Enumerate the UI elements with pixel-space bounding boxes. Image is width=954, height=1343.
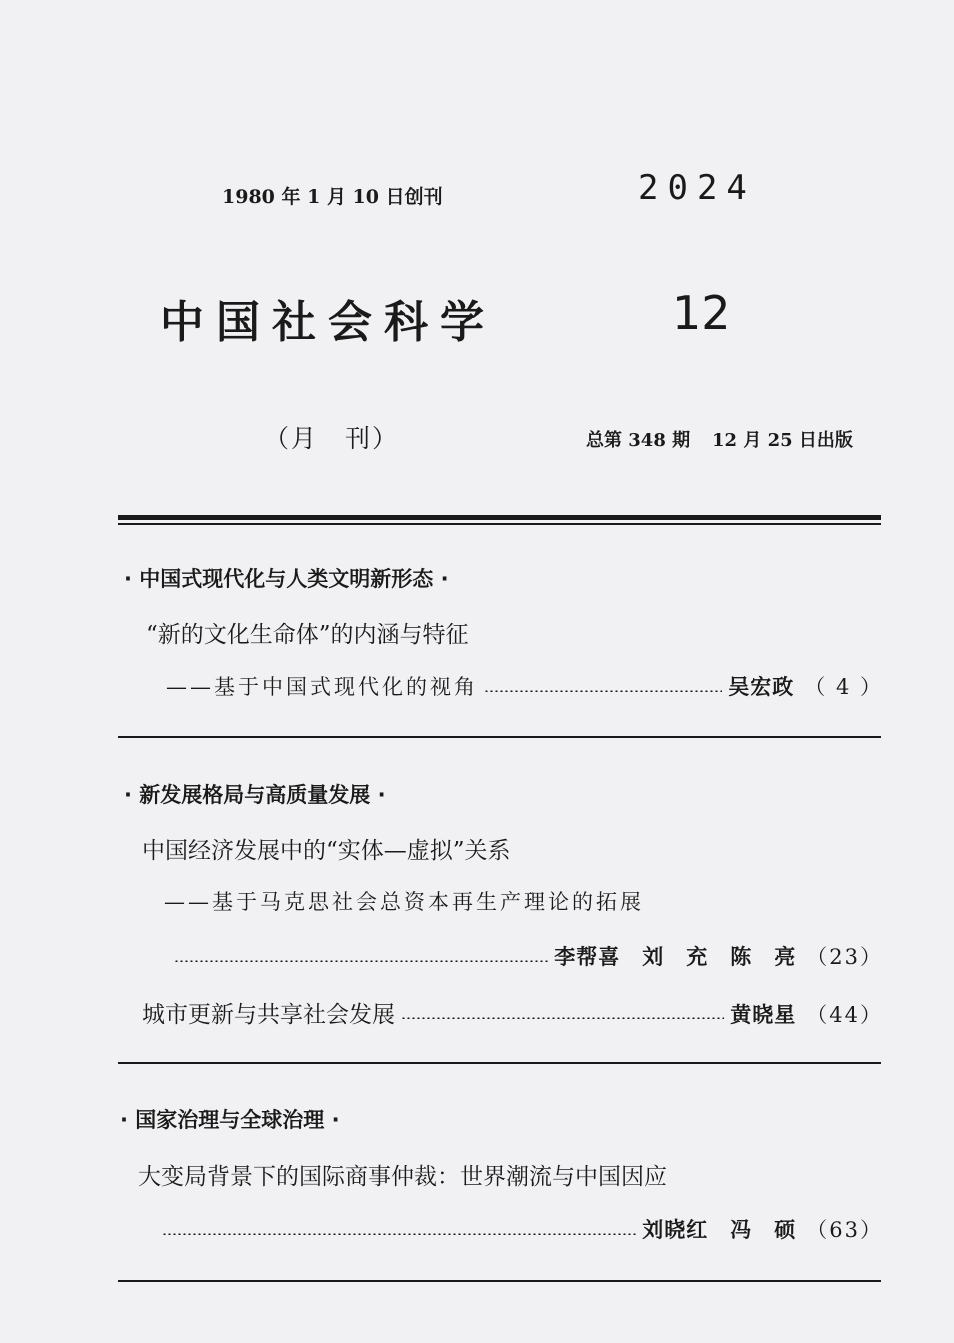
toc-entry-row[interactable]	[174, 941, 883, 971]
article-title[interactable]: 中国经济发展中的“实体—虚拟”关系	[142, 838, 511, 864]
top-thin-rule	[118, 523, 881, 525]
section-divider	[118, 736, 881, 738]
bottom-rule	[118, 1280, 881, 1282]
journal-title: 中国社会科学	[160, 297, 496, 348]
article-title: 城市更新与共享社会发展	[142, 1002, 395, 1028]
page-number: （44）	[806, 1003, 883, 1027]
article-authors: 李帮喜 刘 充 陈 亮	[554, 944, 797, 969]
section-heading: · 新发展格局与高质量发展 ·	[124, 783, 386, 807]
toc-entry-row[interactable]	[162, 1214, 883, 1244]
article-authors: 黄晓星	[730, 1002, 797, 1027]
section-heading: · 中国式现代化与人类文明新形态 ·	[124, 567, 449, 591]
leader-dots	[174, 960, 548, 962]
frequency-label: （月 刊）	[264, 424, 400, 453]
toc-entry-row[interactable]	[142, 996, 883, 1029]
section-divider	[118, 1062, 881, 1064]
founding-date: 1980 年 1 月 10 日创刊	[222, 186, 443, 208]
serial-issue: 总第 348 期	[586, 430, 691, 451]
page-number: （ 4 ）	[804, 675, 883, 699]
article-title[interactable]: “新的文化生命体”的内涵与特征	[146, 622, 469, 648]
leader-dots	[484, 690, 722, 692]
section-heading: · 国家治理与全球治理 ·	[120, 1108, 340, 1132]
article-authors: 吴宏政	[728, 674, 795, 699]
toc-entry-row[interactable]	[166, 671, 883, 701]
article-title[interactable]: 大变局背景下的国际商事仲裁：世界潮流与中国因应	[138, 1164, 667, 1190]
issue-number: 12	[672, 286, 731, 340]
publish-date: 12 月 25 日出版	[712, 430, 853, 451]
page-number: （23）	[806, 945, 883, 969]
leader-dots	[401, 1017, 724, 1019]
article-authors: 刘晓红 冯 硕	[642, 1217, 797, 1242]
article-subtitle: ——基于马克思社会总资本再生产理论的拓展	[164, 890, 644, 914]
publication-year: 2024	[638, 168, 756, 208]
leader-dots	[162, 1233, 636, 1235]
top-thick-rule	[118, 515, 881, 520]
article-subtitle: ——基于中国式现代化的视角	[166, 675, 478, 699]
page-number: （63）	[806, 1218, 883, 1242]
